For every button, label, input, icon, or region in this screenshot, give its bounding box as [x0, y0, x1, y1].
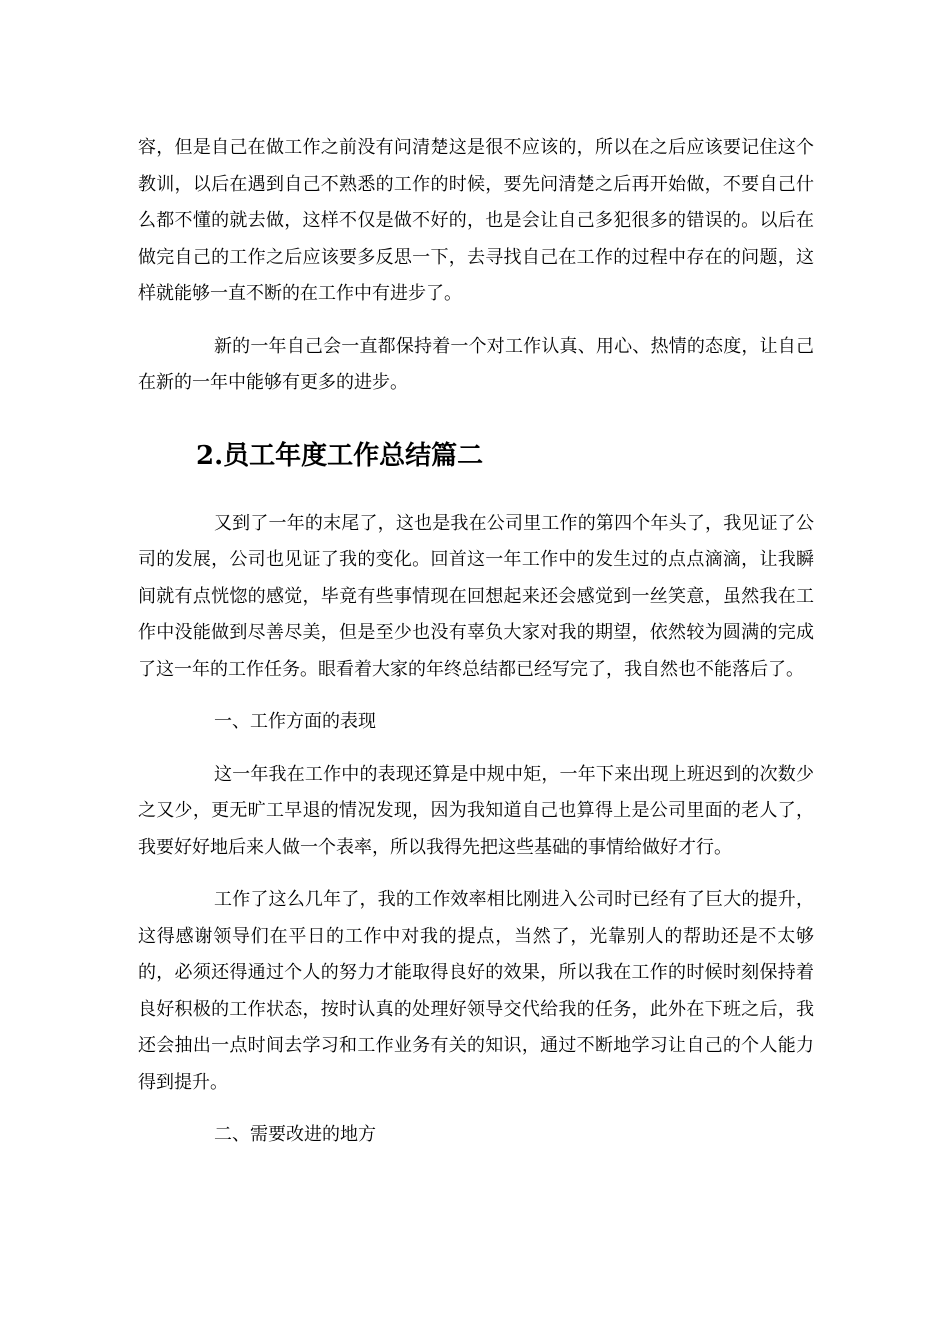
subheading-improvements: 二、需要改进的地方: [214, 1124, 376, 1145]
paragraph-performance: 这一年我在工作中的表现还算是中规中矩，一年下来出现上班迟到的次数少之又少，更无旷工早退的情况发现，因为我知道自己也算得上是公司里面的老人了，我要好好地后来人做一个表率，所以我得先把这些基础的事情给做好才行。: [138, 763, 814, 858]
document-page: [138, 130, 814, 1154]
section-heading: 2.员工年度工作总结篇二: [196, 440, 484, 471]
paragraph-continuation: 容，但是自己在做工作之前没有问清楚这是很不应该的，所以在之后应该要记住这个教训，以后在遇到自己不熟悉的工作的时候，要先问清楚之后再开始做，不要自己什么都不懂的就去做，这样不仅是做不好的，也是会让自己多犯很多的错误的。以后在做完自己的工作之后应该要多反思一下，去寻找自己在工作的过程中存在的问题，这样就能够一直不断的在工作中有进步了。: [138, 137, 814, 304]
paragraph-intro: 又到了一年的末尾了，这也是我在公司里工作的第四个年头了，我见证了公司的发展，公司也见证了我的变化。回首这一年工作中的发生过的点点滴滴，让我瞬间就有点恍惚的感觉，毕竟有些事情现在回想起来还会感觉到一丝笑意，虽然我在工作中没能做到尽善尽美，但是至少也没有辜负大家对我的期望，依然较为圆满的完成了这一年的工作任务。眼看着大家的年终总结都已经写完了，我自然也不能落后了。: [138, 512, 814, 680]
subheading-work-performance: 一、工作方面的表现: [214, 711, 376, 732]
paragraph-new-year: 新的一年自己会一直都保持着一个对工作认真、用心、热情的态度，让自己在新的一年中能够有更多的进步。: [138, 335, 814, 393]
paragraph-efficiency: 工作了这么几年了，我的工作效率相比刚进入公司时已经有了巨大的提升，这得感谢领导们在平日的工作中对我的提点，当然了，光靠别人的帮助还是不太够的，必须还得通过个人的努力才能取得良好的效果，所以我在工作的时候时刻保持着良好积极的工作状态，按时认真的处理好领导交代给我的任务，此外在下班之后，我还会抽出一点时间去学习和工作业务有关的知识，通过不断地学习让自己的个人能力得到提升。: [138, 889, 814, 1093]
